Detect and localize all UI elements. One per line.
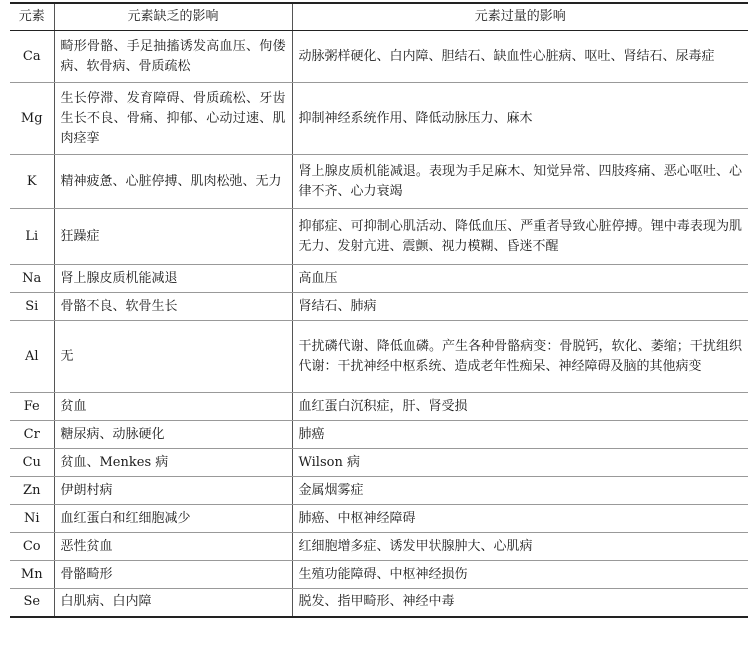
table-row xyxy=(10,533,748,561)
deficiency-cell: 骨骼不良、软骨生长 xyxy=(54,293,292,321)
excess-cell: 高血压 xyxy=(292,265,748,293)
table-row xyxy=(10,393,748,421)
element-cell: Fe xyxy=(10,393,54,421)
table-row xyxy=(10,589,748,617)
excess-cell: 肺癌、中枢神经障碍 xyxy=(292,505,748,533)
element-effects-table xyxy=(10,2,748,618)
table-row xyxy=(10,421,748,449)
table-row xyxy=(10,321,748,393)
element-cell: Ca xyxy=(10,31,54,83)
table-row xyxy=(10,449,748,477)
excess-cell: 干扰磷代谢、降低血磷。产生各种骨骼病变：骨脱钙，软化、萎缩；干扰组织代谢：干扰神经中枢系统、造成老年性痴呆、神经障碍及脑的其他病变 xyxy=(292,321,748,393)
excess-cell: 生殖功能障碍、中枢神经损伤 xyxy=(292,561,748,589)
deficiency-cell: 畸形骨骼、手足抽搐诱发高血压、佝偻病、软骨病、骨质疏松 xyxy=(54,31,292,83)
deficiency-cell: 骨骼畸形 xyxy=(54,561,292,589)
table-row xyxy=(10,209,748,265)
excess-cell: 肾上腺皮质机能减退。表现为手足麻木、知觉异常、四肢疼痛、恶心呕吐、心律不齐、心力衰竭 xyxy=(292,155,748,209)
deficiency-cell: 血红蛋白和红细胞减少 xyxy=(54,505,292,533)
excess-cell: 动脉粥样硬化、白内障、胆结石、缺血性心脏病、呕吐、肾结石、尿毒症 xyxy=(292,31,748,83)
excess-cell: Wilson 病 xyxy=(292,449,748,477)
deficiency-cell: 糖尿病、动脉硬化 xyxy=(54,421,292,449)
excess-cell: 血红蛋白沉积症，肝、肾受损 xyxy=(292,393,748,421)
element-cell: Cu xyxy=(10,449,54,477)
deficiency-cell: 无 xyxy=(54,321,292,393)
deficiency-cell: 伊朗村病 xyxy=(54,477,292,505)
excess-cell: 红细胞增多症、诱发甲状腺肿大、心肌病 xyxy=(292,533,748,561)
excess-cell: 抑制神经系统作用、降低动脉压力、麻木 xyxy=(292,83,748,155)
element-cell: Ni xyxy=(10,505,54,533)
deficiency-cell: 狂躁症 xyxy=(54,209,292,265)
deficiency-cell: 肾上腺皮质机能减退 xyxy=(54,265,292,293)
table-row xyxy=(10,83,748,155)
header-excess: 元素过量的影响 xyxy=(292,3,748,31)
deficiency-cell: 白肌病、白内障 xyxy=(54,589,292,617)
table-row xyxy=(10,265,748,293)
element-cell: Mn xyxy=(10,561,54,589)
header-deficiency: 元素缺乏的影响 xyxy=(54,3,292,31)
excess-cell: 肺癌 xyxy=(292,421,748,449)
table-row xyxy=(10,505,748,533)
element-cell: Se xyxy=(10,589,54,617)
excess-cell: 肾结石、肺病 xyxy=(292,293,748,321)
deficiency-cell: 精神疲惫、心脏停搏、肌肉松弛、无力 xyxy=(54,155,292,209)
element-cell: Mg xyxy=(10,83,54,155)
excess-cell: 金属烟雾症 xyxy=(292,477,748,505)
deficiency-cell: 贫血 xyxy=(54,393,292,421)
element-cell: K xyxy=(10,155,54,209)
table-row xyxy=(10,477,748,505)
element-cell: Al xyxy=(10,321,54,393)
table-row xyxy=(10,293,748,321)
excess-cell: 抑郁症、可抑制心肌活动、降低血压、严重者导致心脏停搏。锂中毒表现为肌无力、发射亢进、震颤、视力模糊、昏迷不醒 xyxy=(292,209,748,265)
deficiency-cell: 生长停滞、发育障碍、骨质疏松、牙齿生长不良、骨痛、抑郁、心动过速、肌肉痉挛 xyxy=(54,83,292,155)
header-row xyxy=(10,3,748,31)
header-element: 元素 xyxy=(10,3,54,31)
deficiency-cell: 恶性贫血 xyxy=(54,533,292,561)
deficiency-cell: 贫血、Menkes 病 xyxy=(54,449,292,477)
element-cell: Na xyxy=(10,265,54,293)
table-row xyxy=(10,155,748,209)
element-cell: Co xyxy=(10,533,54,561)
excess-cell: 脱发、指甲畸形、神经中毒 xyxy=(292,589,748,617)
table-row xyxy=(10,31,748,83)
table-row xyxy=(10,561,748,589)
element-cell: Cr xyxy=(10,421,54,449)
element-cell: Zn xyxy=(10,477,54,505)
element-cell: Li xyxy=(10,209,54,265)
element-cell: Si xyxy=(10,293,54,321)
